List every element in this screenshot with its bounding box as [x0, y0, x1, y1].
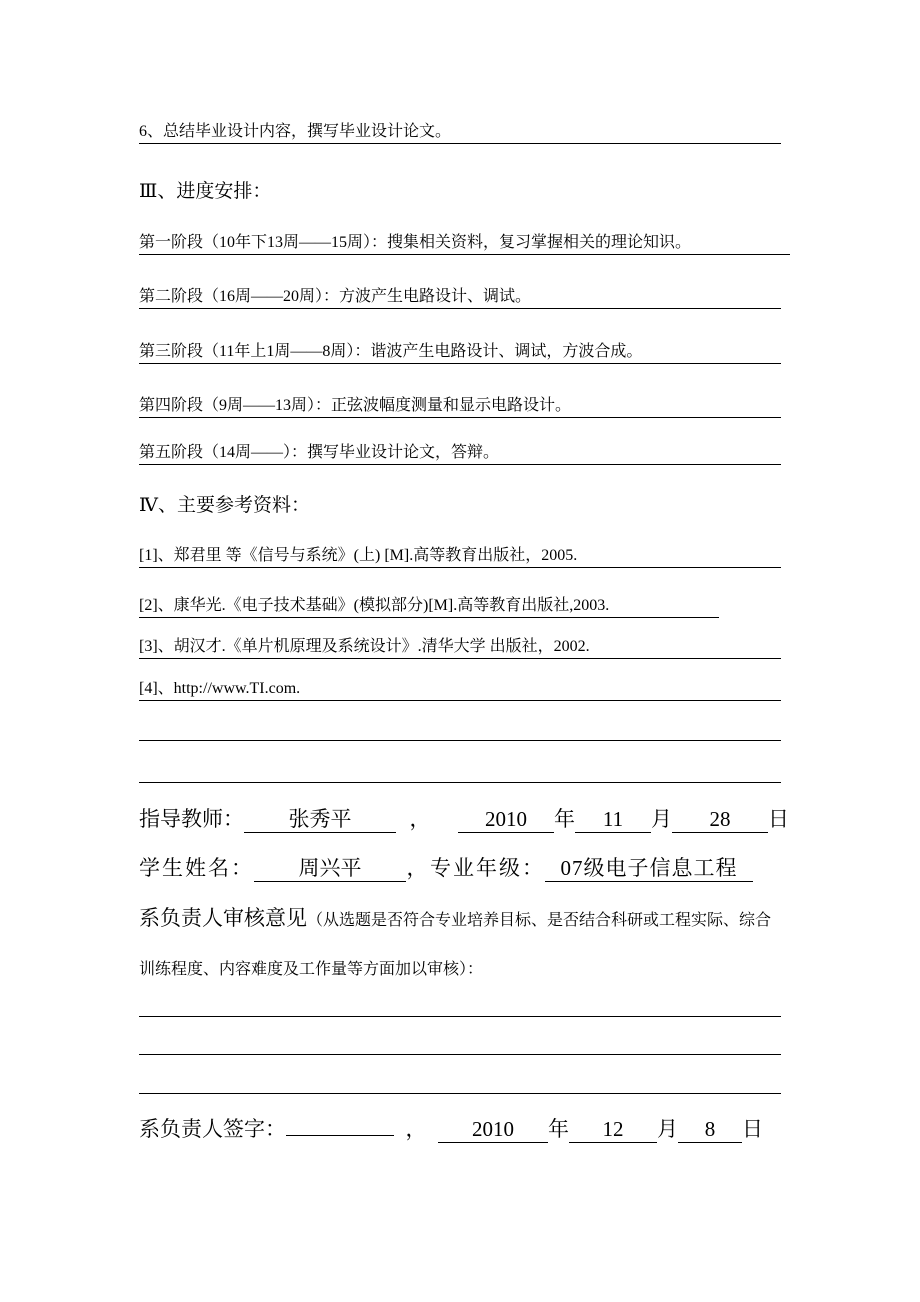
- student-row: [139, 853, 753, 883]
- review-label-row: [139, 903, 771, 933]
- sign-row: [139, 1114, 763, 1144]
- blank-line: [139, 740, 781, 741]
- schedule-stage-5: 第五阶段（14周——）：撰写毕业设计论文，答辩。: [139, 442, 781, 465]
- day-unit: 日: [768, 807, 789, 831]
- review-line-1[interactable]: [139, 1016, 781, 1017]
- advisor-name-field[interactable]: 张秀平: [244, 806, 396, 833]
- advisor-year-field[interactable]: 2010: [458, 806, 554, 833]
- task-item-6: 6、总结毕业设计内容，撰写毕业设计论文。: [139, 121, 781, 144]
- reference-item-3: [3]、胡汉才.《单片机原理及系统设计》.清华大学 出版社，2002.: [139, 636, 781, 659]
- student-name-field[interactable]: 周兴平: [254, 855, 406, 882]
- sign-name-field[interactable]: [286, 1135, 394, 1136]
- review-line-3[interactable]: [139, 1093, 781, 1094]
- major-field[interactable]: 07级电子信息工程: [545, 855, 753, 882]
- sign-day-field[interactable]: 8: [678, 1116, 742, 1143]
- advisor-comma: ，: [409, 807, 431, 831]
- month-unit: 月: [657, 1117, 678, 1141]
- year-unit: 年: [548, 1117, 569, 1141]
- advisor-label: 指导教师：: [139, 807, 244, 831]
- review-line-2[interactable]: [139, 1054, 781, 1055]
- review-note-2: 训练程度、内容难度及工作量等方面加以审核）：: [139, 961, 484, 978]
- month-unit: 月: [651, 807, 672, 831]
- review-note-1: （从选题是否符合专业培养目标、是否结合科研或工程实际、综合: [307, 912, 772, 929]
- sign-label: 系负责人签字：: [139, 1117, 286, 1141]
- sign-comma: ，: [405, 1117, 427, 1141]
- year-unit: 年: [554, 807, 575, 831]
- student-comma: ，: [406, 856, 430, 880]
- advisor-month-field[interactable]: 11: [575, 806, 651, 833]
- blank-line: [139, 782, 781, 783]
- schedule-stage-4: 第四阶段（9周——13周）：正弦波幅度测量和显示电路设计。: [139, 395, 781, 418]
- student-label: 学生姓名：: [139, 856, 254, 880]
- advisor-day-field[interactable]: 28: [672, 806, 768, 833]
- day-unit: 日: [742, 1117, 763, 1141]
- references-heading: Ⅳ、主要参考资料：: [139, 495, 310, 516]
- advisor-row: [139, 804, 789, 834]
- reference-item-1: [1]、郑君里 等《信号与系统》(上) [M].高等教育出版社，2005.: [139, 545, 781, 568]
- schedule-stage-2: 第二阶段（16周——20周）：方波产生电路设计、调试。: [139, 286, 781, 309]
- schedule-stage-1: 第一阶段（10年下13周——15周）：搜集相关资料，复习掌握相关的理论知识。: [139, 232, 790, 255]
- sign-year-field[interactable]: 2010: [438, 1116, 548, 1143]
- schedule-stage-3: 第三阶段（11年上1周——8周）：谐波产生电路设计、调试，方波合成。: [139, 341, 781, 364]
- major-label: 专业年级：: [430, 856, 545, 880]
- reference-item-2: [2]、康华光.《电子技术基础》(模拟部分)[M].高等教育出版社,2003.: [139, 595, 719, 618]
- reference-item-4: [4]、http://www.TI.com.: [139, 678, 781, 701]
- schedule-heading: Ⅲ、进度安排：: [139, 181, 272, 202]
- sign-month-field[interactable]: 12: [569, 1116, 657, 1143]
- review-label: 系负责人审核意见: [139, 906, 307, 930]
